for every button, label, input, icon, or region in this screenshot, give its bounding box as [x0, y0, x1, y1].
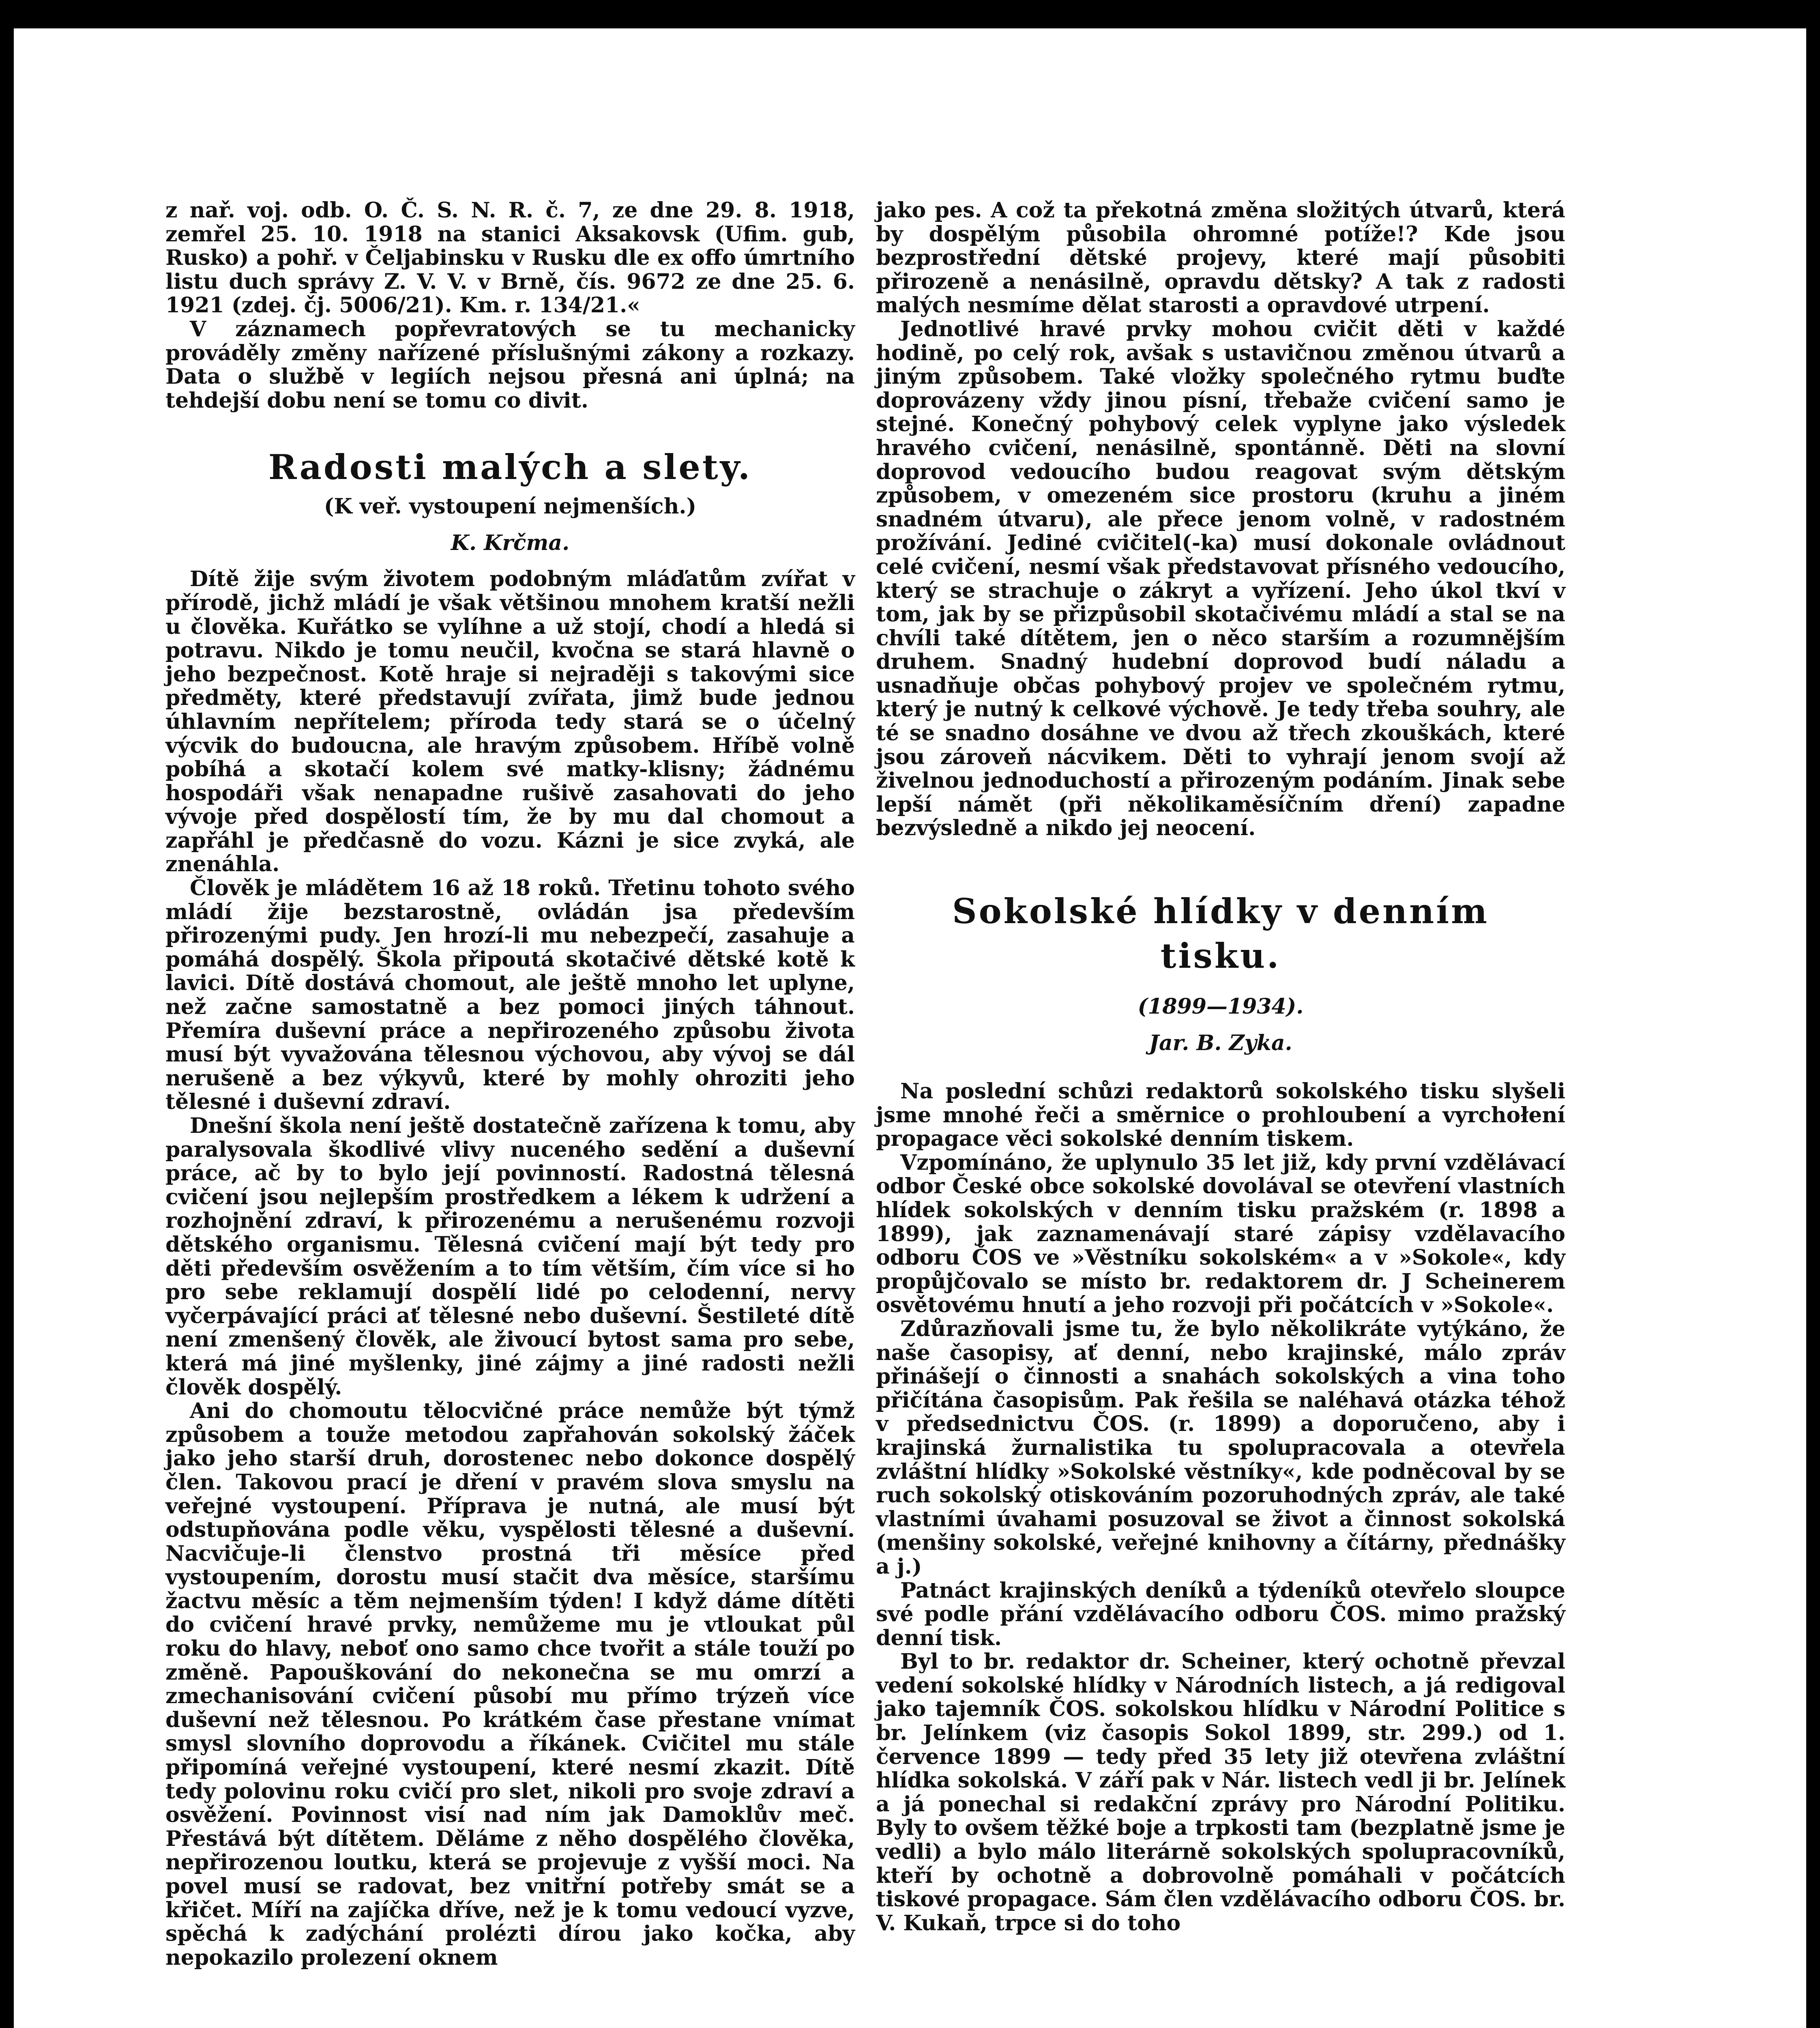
intro-paragraph: V záznamech popřevratových se tu mechanicky prováděly změny nařízené příslušnými zákony a rozkazy. Data o službě v legiích nejsou přesná ani úplná; na tehdejší dobu není se tomu co divit.: [165, 316, 855, 413]
scan-border-right: [1806, 0, 1820, 2028]
article-author: K. Krčma.: [451, 531, 570, 556]
continued-paragraph: Jednotlivé hravé prvky mohou cvičit děti v každé hodině, po celý rok, avšak s ustavičnou změnou útvarů a jiným způsobem. Také vložky společného rytmu buďte doprovázeny vždy jinou písní, třebaže cvičení samo je stejné. Konečný pohybový celek vyplyne jako výsledek hravého cvičení, nenásilně, spontánně. Děti na slovní doprovod vedoucího budou reagovat svým dětským způsobem, v omezeném sice prostoru (kruhu a jiném snadném útvaru), ale přece jenom volně, v radostném prožívání. Jediné cvičitel(-ka) musí dokonale ovládnout celé cvičení, nesmí však představovat přísného vedoucího, který se strachuje o zákryt a vyřízení. Jeho úkol tkví v tom, jak by se přizpůsobil skotačivému mládí a stal se na chvíli také dítětem, jen o něco starším a rozumnějším druhem. Snadný hudební doprovod budí náladu a usnadňuje občas pohybový projev ve společném rytmu, který je nutný k celkové výchově. Je tedy třeba souhry, ale té se snadno dosáhne ve dvou až třech zkouškách, které jsou zároveň nácvikem. Děti to vyhrají jenom svojí až živelnou jednoduchostí a přirozeným podáním. Jinak sebe lepší námět (při několikaměsíčním dření) zapadne bezvýsledně a nikdo jej neocení.: [876, 316, 1565, 841]
article-paragraph: Na poslední schůzi redaktorů sokolského tisku slyšeli jsme mnohé řeči a směrnice o prohloubení a vyrchołení propagace věci sokolské denním tiskem.: [876, 1079, 1565, 1151]
article-paragraph: Ani do chomoutu tělocvičné práce nemůže být týmž způsobem a touže metodou zapřahován sokolský žáček jako jeho starší druh, dorostenec nebo dokonce dospělý člen. Takovou prací je dření v pravém slova smyslu na veřejné vystoupení. Příprava je nutná, ale musí být odstupňována podle věku, vyspělosti tělesné a duševní. Nacvičuje-li členstvo prostná tři měsíce před vystoupením, dorostu musí stačit dva měsíce, staršímu žactvu měsíc a těm nejmenším týden! I když dáme dítěti do cvičení hravé prvky, nemůžeme mu je vtloukat půl roku do hlavy, neboť ono samo chce tvořit a stále touží po změně. Papouškování do nekonečna se mu omrzí a zmechanisování cvičení působí mu přímo trýzeň více duševní než tělesnou. Po krátkém čase přestane vnímat smysl slovního doprovodu a říkánek. Cvičitel mu stále připomíná veřejné vystoupení, které nesmí zkazit. Dítě tedy polovinu roku cvičí pro slet, nikoli pro svoje zdraví a osvěžení. Povinnost visí nad ním jak Damoklův meč. Přestává být dítětem. Děláme z něho dospělého člověka, nepřirozenou loutku, která se projevuje z vyšší moci. Na povel musí se radovat, bez vnitřní potřeby smát se a křičet. Míří na zajíčka dříve, než je k tomu vedoucí vyzve, spěchá k zadýchání prolézti dírou jako kočka, aby nepokazilo prolezení oknem: [165, 1399, 855, 1970]
article-years: (1899—1934).: [1138, 994, 1304, 1019]
article-paragraph: Člověk je mládětem 16 až 18 roků. Třetinu tohoto svého mládí žije bezstarostně, ovládán jsa především přirozenými pudy. Jen hrozí-li mu nebezpečí, zasahuje a pomáhá dospělý. Škola připoutá skotačivé dětské kotě k lavici. Dítě dostává chomout, ale ještě mnoho let uplyne, než začne samostatně a bez pomoci jiných táhnout. Přemíra duševní práce a nepřirozeného způsobu života musí být vyvažována tělesnou výchovou, aby vývoj se dál nerušeně a bez výkyvů, které by mohly ohroziti jeho tělesné i duševní zdraví.: [165, 876, 855, 1115]
article-paragraph: Zdůrazňovali jsme tu, že bylo několikráte vytýkáno, že naše časopisy, ať denní, nebo krajinské, málo zpráv přinášejí o činnosti a snahách sokolských a vina toho přičítána časopisům. Pak řešila se naléhavá otázka téhož v předsednictvu ČOS. (r. 1899) a doporučeno, aby i krajinská žurnalistika tu spolupracovala a otevřela zvláštní hlídky »Sokolské věstníky«, kde podněcoval by se ruch sokolský otiskováním pozoruhodných zpráv, ale také vlastními úvahami posuzoval se život a činnost sokolská (menšiny sokolské, veřejné knihovny a čítárny, přednášky a j.): [876, 1316, 1565, 1579]
scan-border-top: [0, 0, 1820, 28]
article-subtitle: (K veř. vystoupení nejmenších.): [324, 494, 697, 519]
article-title-line: Sokolské hlídky v denním: [952, 891, 1489, 932]
left-column: [165, 199, 855, 1970]
article-paragraph: Patnáct krajinských deníků a týdeníků otevřelo sloupce své podle přání vzdělávacího odboru ČOS. mimo pražský denní tisk.: [876, 1578, 1565, 1650]
continued-paragraph: jako pes. A což ta překotná změna složitých útvarů, která by dospělým působila ohromné potíže!? Kde jsou bezprostřední dětské projevy, které mají působiti přirozeně a nenásilně, opravdu dětsky? A tak z radosti malých nesmíme dělat starosti a opravdové utrpení.: [876, 198, 1565, 318]
intro-paragraph: z nař. voj. odb. O. Č. S. N. R. č. 7, ze dne 29. 8. 1918, zemřel 25. 10. 1918 na stanici Aksakovsk (Ufim. gub, Rusko) a pohř. v Čeljabinsku v Rusku dle ex offo úmrtního listu duch správy Z. V. V. v Brně, čís. 9672 ze dne 25. 6. 1921 (zdej. čj. 5006/21). Km. r. 134/21.«: [165, 198, 855, 318]
right-column: [876, 199, 1565, 1935]
article-paragraph: Vzpomínáno, že uplynulo 35 let již, kdy první vzdělávací odbor České obce sokolské dovolával se otevření vlastních hlídek sokolských v denním tisku pražském (r. 1898 a 1899), jak zaznamenávají staré zápisy vzdělavacího odboru ČOS ve »Věstníku sokolském« a v »Sokole«, kdy propůjčovalo se místo br. redaktorem dr. J Scheinerem osvětovému hnutí a jeho rozvoji při počátcích v »Sokole«.: [876, 1150, 1565, 1318]
article-paragraph: Byl to br. redaktor dr. Scheiner, který ochotně převzal vedení sokolské hlídky v Národních listech, a já redigoval jako tajemník ČOS. sokolskou hlídku v Národní Politice s br. Jelínkem (viz časopis Sokol 1899, str. 299.) od 1. července 1899 — tedy před 35 lety již otevřena zvláštní hlídka sokolská. V září pak v Nár. listech vedl ji br. Jelínek a já ponechal si redakční zprávy pro Národní Politiku. Byly to ovšem těžké boje a trpkosti tam (bezplatně jsme je vedli) a bylo málo literárně sokolských spolupracovníků, kteří by ochotně a dobrovolně pomáhali v počátcích tiskové propagace. Sám člen vzdělávacího odboru ČOS. br. V. Kukaň, trpce si do toho: [876, 1649, 1565, 1936]
scan-border-left: [0, 0, 14, 2028]
article-paragraph: Dítě žije svým životem podobným mláďatům zvířat v přírodě, jichž mládí je však většinou mnohem kratší nežli u člověka. Kuřátko se vylíhne a už stojí, chodí a hledá si potravu. Nikdo je tomu neučil, kvočna se stará hlavně o jeho bezpečnost. Kotě hraje si nejraději s takovými sice předměty, které představují zvířata, jimž bude jednou úhlavním nepřítelem; příroda tedy stará se o účelný výcvik do budoucna, ale hravým způsobem. Hříbě volně pobíhá a skotačí kolem své matky-klisny; žádnému hospodáři však nenapadne rušivě zasahovati do jeho vývoje před dospělostí tím, že by mu dal chomout a zapřáhl je předčasně do vozu. Kázni je sice zvyká, ale znenáhla.: [165, 567, 855, 877]
article-title: Radosti malých a slety.: [268, 447, 752, 488]
article-author: Jar. B. Zyka.: [1149, 1031, 1292, 1056]
article-paragraph: Dnešní škola není ještě dostatečně zařízena k tomu, aby paralysovala škodlivé vlivy nuceného sedění a duševní práce, ač by to bylo její povinností. Radostná tělesná cvičení jsou nejlepším prostředkem a lékem k udržení a rozhojnění zdraví, k přirozenému a nerušenému rozvoji dětského organismu. Tělesná cvičení mají být tedy pro děti především osvěžením a to tím větším, čím více si ho pro sebe reklamují dospělí lidé po celodenní, nervy vyčerpávající práci ať tělesné nebo duševní. Šestileté dítě není zmenšený člověk, ale živoucí bytost sama pro sebe, která má jiné myšlenky, jiné zájmy a jiné radosti nežli člověk dospělý.: [165, 1113, 855, 1400]
article-title-line: tisku.: [1160, 936, 1281, 976]
article-title: [876, 889, 1565, 978]
